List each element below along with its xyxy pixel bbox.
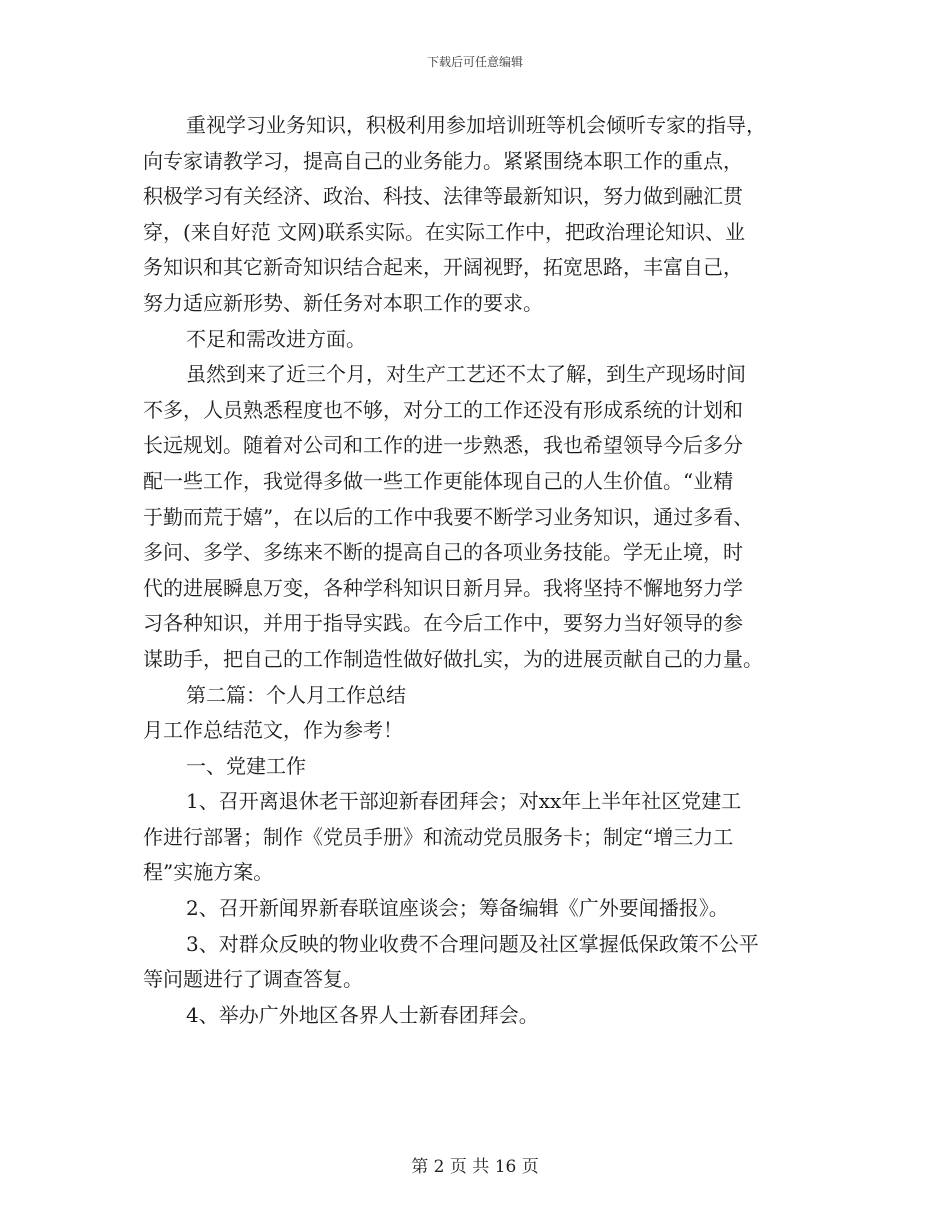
text-line: 等问题进行了调查答复。 xyxy=(143,967,363,992)
text-line: 程”实施方案。 xyxy=(143,860,274,885)
text-line: 第二篇：个人月工作总结 xyxy=(186,682,406,707)
text-line: 重视学习业务知识，积极利用参加培训班等机会倾听专家的指导， xyxy=(186,113,766,137)
text-line: 不多，人员熟悉程度也不够，对分工的工作还没有形成系统的计划和 xyxy=(143,397,743,422)
text-line: 长远规划。随着对公司和工作的进一步熟悉，我也希望领导今后多分 xyxy=(143,433,743,458)
header-note: 下载后可任意编辑 xyxy=(426,55,523,69)
text-line: 谋助手，把自己的工作制造性做好做扎实，为的进展贡献自己的力量。 xyxy=(143,646,763,671)
text-line: 作进行部署；制作《党员手册》和流动党员服务卡；制定“增三力工 xyxy=(143,824,734,849)
text-line: 穿，(来自好范 文网)联系实际。在实际工作中，把政治理论知识、业 xyxy=(143,219,745,244)
text-line: 代的进展瞬息万变，各种学科知识日新月异。我将坚持不懈地努力学 xyxy=(143,575,743,600)
text-line: 习各种知识，并用于指导实践。在今后工作中，要努力当好领导的参 xyxy=(143,611,743,636)
text-line: 配一些工作，我觉得多做一些工作更能体现自己的人生价值。“业精 xyxy=(143,468,734,493)
text-line: 于勤而荒于嬉”，在以后的工作中我要不断学习业务知识，通过多看、 xyxy=(143,504,754,529)
text-line: 2、召开新闻界新春联谊座谈会；筹备编辑《广外要闻播报》。 xyxy=(186,896,729,921)
document-body xyxy=(143,108,808,1033)
text-line: 月工作总结范文，作为参考！ xyxy=(143,718,403,743)
text-line: 3、对群众反映的物业收费不合理问题及社区掌握低保政策不公平 xyxy=(186,931,759,956)
text-line: 向专家请教学习，提高自己的业务能力。紧紧围绕本职工作的重点， xyxy=(143,148,743,173)
text-line: 虽然到来了近三个月，对生产工艺还不太了解，到生产现场时间 xyxy=(186,362,746,387)
text-line: 多问、多学、多练来不断的提高自己的各项业务技能。学无止境，时 xyxy=(143,540,743,565)
page-number: 第 2 页 共 16 页 xyxy=(411,1157,539,1177)
text-line: 务知识和其它新奇知识结合起来，开阔视野，拓宽思路，丰富自己， xyxy=(143,255,743,280)
text-line: 4、举办广外地区各界人士新春团拜会。 xyxy=(186,1002,539,1027)
text-line: 一、党建工作 xyxy=(186,753,306,778)
text-line: 1、召开离退休老干部迎新春团拜会；对xx年上半年社区党建工 xyxy=(186,789,742,814)
text-line: 努力适应新形势、新任务对本职工作的要求。 xyxy=(143,290,543,315)
text-line: 不足和需改进方面。 xyxy=(186,326,366,351)
text-line: 积极学习有关经济、政治、科技、法律等最新知识，努力做到融汇贯 xyxy=(143,184,743,209)
